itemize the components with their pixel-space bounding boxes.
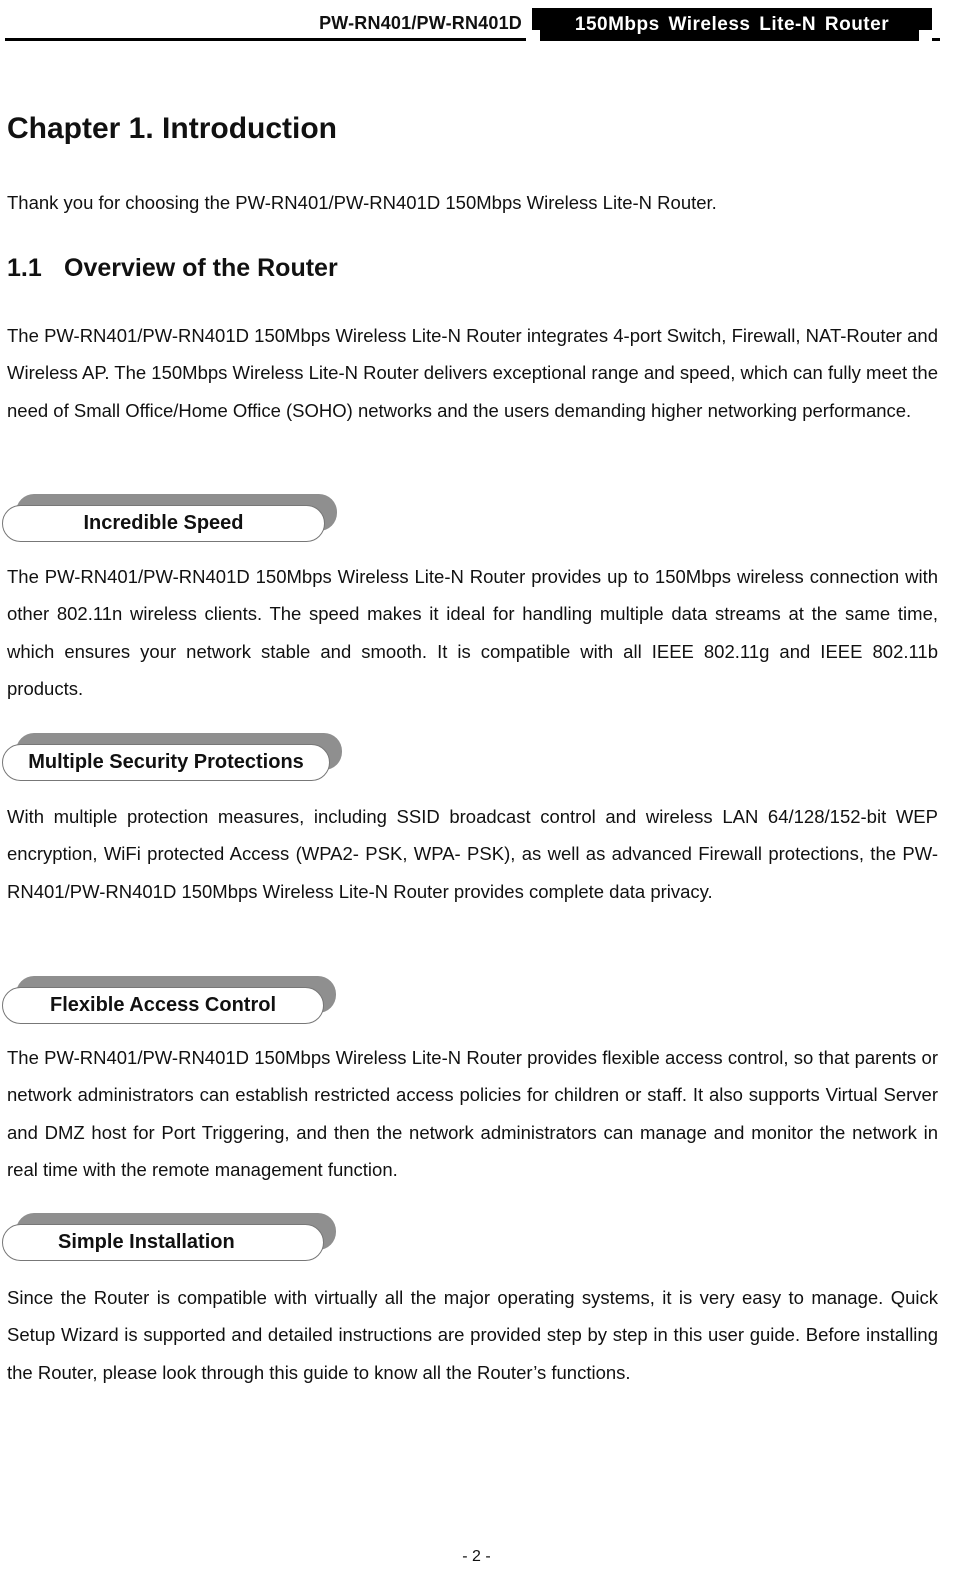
feature-label-pill xyxy=(2,505,325,542)
feature-paragraph: The PW-RN401/PW-RN401D 150Mbps Wireless Lite-N Router provides up to 150Mbps wireless connection with other 802.11n wireless clients. The speed makes it ideal for handling multiple data streams at the same time, which ensures your network stable and smooth. It is compatible with all IEEE 802.11g and IEEE 802.11b products. xyxy=(7,566,938,699)
header-rule-notch xyxy=(919,30,932,41)
feature-paragraph: With multiple protection measures, including SSID broadcast control and wireless LAN 64/128/152-bit WEP encryption, WiFi protected Access (WPA2- PSK, WPA- PSK), as well as advanced Firewall protections, the PW-RN401/PW-RN401D 150Mbps Wireless Lite-N Router provides complete data privacy. xyxy=(7,806,938,902)
intro-paragraph: Thank you for choosing the PW-RN401/PW-RN401D 150Mbps Wireless Lite-N Router. xyxy=(7,192,717,213)
header-model: PW-RN401/PW-RN401D xyxy=(319,13,522,33)
header-product-box: 150Mbps Wireless Lite-N Router xyxy=(532,8,932,38)
page-number: - 2 - xyxy=(462,1548,491,1565)
header-rule xyxy=(5,38,940,41)
feature-label: Flexible Access Control xyxy=(50,994,276,1016)
feature-label: Multiple Security Protections xyxy=(28,751,304,773)
section-title: Overview of the Router xyxy=(64,254,338,282)
header-rule-notch xyxy=(526,30,540,41)
overview-paragraph: The PW-RN401/PW-RN401D 150Mbps Wireless Lite-N Router integrates 4-port Switch, Firewall, NAT-Router and Wireless AP. The 150Mbps Wireless Lite-N Router delivers exceptional range and speed, which can fully meet the need of Small Office/Home Office (SOHO) networks and the users demanding higher networking performance. xyxy=(7,325,938,421)
feature-paragraph: Since the Router is compatible with virtually all the major operating systems, it is very easy to manage. Quick Setup Wizard is supported and detailed instructions are provided step by step in this user guide. Before installing the Router, please look through this guide to know all the Router’s functions. xyxy=(7,1287,938,1383)
page-header xyxy=(5,8,940,41)
feature-label-pill xyxy=(2,1224,324,1261)
feature-label-pill xyxy=(2,987,324,1024)
feature-label: Simple Installation xyxy=(58,1231,235,1253)
feature-label: Incredible Speed xyxy=(83,512,244,534)
chapter-title: Chapter 1. Introduction xyxy=(7,112,337,145)
section-number: 1.1 xyxy=(7,254,42,282)
feature-paragraph: The PW-RN401/PW-RN401D 150Mbps Wireless Lite-N Router provides flexible access control, so that parents or network administrators can establish restricted access policies for children or staff. It also supports Virtual Server and DMZ host for Port Triggering, and then the network administrators can manage and monitor the network in real time with the remote management function. xyxy=(7,1047,938,1180)
feature-label-pill xyxy=(2,744,330,781)
section-heading xyxy=(7,254,338,283)
